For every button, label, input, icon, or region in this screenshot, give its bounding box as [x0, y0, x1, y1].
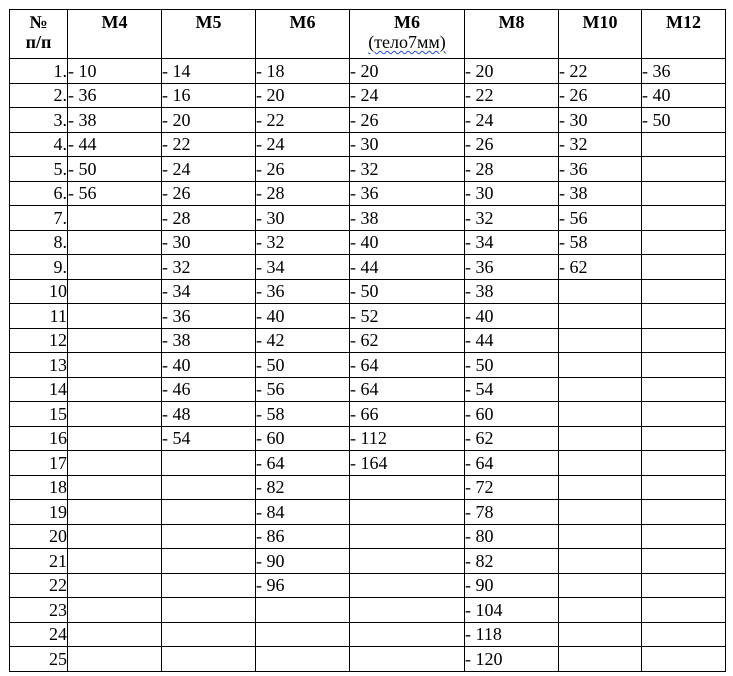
cell-m6: - 42: [256, 328, 350, 353]
row-number-cell: 24: [10, 622, 68, 647]
cell-m12: [642, 328, 726, 353]
cell-m8: - 22: [465, 83, 559, 108]
cell-m6: [256, 647, 350, 672]
cell-m8: - 40: [465, 304, 559, 329]
cell-m8: - 72: [465, 475, 559, 500]
cell-m5: - 30: [162, 230, 256, 255]
cell-m4: [68, 353, 162, 378]
cell-m10: [559, 279, 642, 304]
cell-m5: - 22: [162, 132, 256, 157]
cell-m12: [642, 500, 726, 525]
cell-m10: [559, 475, 642, 500]
cell-m6: - 30: [256, 206, 350, 231]
cell-m10: [559, 622, 642, 647]
cell-m8: - 28: [465, 157, 559, 182]
cell-m10: [559, 402, 642, 427]
cell-m12: [642, 279, 726, 304]
cell-m5: - 28: [162, 206, 256, 231]
row-number-cell: 6.: [10, 181, 68, 206]
table-row: [10, 426, 726, 451]
cell-m6-body7mm: [350, 622, 465, 647]
cell-m12: - 40: [642, 83, 726, 108]
cell-m8: - 78: [465, 500, 559, 525]
cell-m4: - 56: [68, 181, 162, 206]
cell-m4: [68, 451, 162, 476]
cell-m6-body7mm: - 44: [350, 255, 465, 280]
row-number-cell: 4.: [10, 132, 68, 157]
row-number-cell: 20: [10, 524, 68, 549]
cell-m12: [642, 132, 726, 157]
column-header-m5: М5: [162, 10, 256, 59]
cell-m6-body7mm: - 36: [350, 181, 465, 206]
cell-m12: [642, 402, 726, 427]
cell-m6: - 90: [256, 549, 350, 574]
cell-m4: [68, 230, 162, 255]
cell-m8: - 32: [465, 206, 559, 231]
row-number-cell: 5.: [10, 157, 68, 182]
cell-m10: [559, 353, 642, 378]
cell-m6: - 50: [256, 353, 350, 378]
cell-m6: - 36: [256, 279, 350, 304]
cell-m8: - 54: [465, 377, 559, 402]
cell-m8: - 82: [465, 549, 559, 574]
cell-m6-body7mm: - 62: [350, 328, 465, 353]
cell-m10: - 38: [559, 181, 642, 206]
cell-m4: [68, 598, 162, 623]
cell-m8: - 60: [465, 402, 559, 427]
cell-m12: [642, 230, 726, 255]
cell-m4: [68, 402, 162, 427]
row-number-cell: 9.: [10, 255, 68, 280]
row-number-cell: 22: [10, 573, 68, 598]
row-number-cell: 10: [10, 279, 68, 304]
cell-m6-body7mm: - 20: [350, 59, 465, 84]
cell-m8: - 26: [465, 132, 559, 157]
row-number-cell: 7.: [10, 206, 68, 231]
cell-m6: - 24: [256, 132, 350, 157]
cell-m5: - 14: [162, 59, 256, 84]
cell-m10: [559, 304, 642, 329]
cell-m8: - 36: [465, 255, 559, 280]
row-number-cell: 16: [10, 426, 68, 451]
number-sign-label: №: [29, 12, 48, 32]
cell-m10: - 56: [559, 206, 642, 231]
table-body: [10, 59, 726, 672]
cell-m6-body7mm: [350, 573, 465, 598]
table-row: [10, 59, 726, 84]
cell-m6-body7mm: - 38: [350, 206, 465, 231]
cell-m4: [68, 573, 162, 598]
cell-m12: - 36: [642, 59, 726, 84]
cell-m6-body7mm: - 40: [350, 230, 465, 255]
cell-m10: - 26: [559, 83, 642, 108]
column-header-m4: М4: [68, 10, 162, 59]
cell-m6: - 84: [256, 500, 350, 525]
cell-m6: - 56: [256, 377, 350, 402]
cell-m6: - 40: [256, 304, 350, 329]
cell-m6-body7mm: - 66: [350, 402, 465, 427]
table-row: [10, 402, 726, 427]
cell-m6-body7mm: - 50: [350, 279, 465, 304]
table-row: [10, 181, 726, 206]
cell-m12: [642, 647, 726, 672]
cell-m5: - 36: [162, 304, 256, 329]
cell-m4: [68, 647, 162, 672]
cell-m6: - 82: [256, 475, 350, 500]
cell-m8: - 104: [465, 598, 559, 623]
cell-m10: - 62: [559, 255, 642, 280]
cell-m12: [642, 549, 726, 574]
cell-m8: - 20: [465, 59, 559, 84]
cell-m5: - 54: [162, 426, 256, 451]
row-number-cell: 15: [10, 402, 68, 427]
table-row: [10, 549, 726, 574]
cell-m6: - 18: [256, 59, 350, 84]
row-number-cell: 19: [10, 500, 68, 525]
cell-m10: - 58: [559, 230, 642, 255]
cell-m6: - 86: [256, 524, 350, 549]
row-number-cell: 13: [10, 353, 68, 378]
cell-m12: [642, 622, 726, 647]
cell-m5: - 32: [162, 255, 256, 280]
cell-m4: [68, 255, 162, 280]
row-number-cell: 25: [10, 647, 68, 672]
cell-m6: [256, 598, 350, 623]
cell-m12: [642, 157, 726, 182]
cell-m4: [68, 206, 162, 231]
cell-m6: - 32: [256, 230, 350, 255]
cell-m8: - 80: [465, 524, 559, 549]
row-number-cell: 12: [10, 328, 68, 353]
cell-m6-body7mm: - 24: [350, 83, 465, 108]
cell-m8: - 120: [465, 647, 559, 672]
cell-m8: - 44: [465, 328, 559, 353]
row-number-cell: 11: [10, 304, 68, 329]
cell-m4: [68, 304, 162, 329]
cell-m12: [642, 377, 726, 402]
cell-m8: - 90: [465, 573, 559, 598]
cell-m5: - 26: [162, 181, 256, 206]
cell-m6: - 28: [256, 181, 350, 206]
table-row: [10, 206, 726, 231]
cell-m6: - 34: [256, 255, 350, 280]
cell-m12: - 50: [642, 108, 726, 133]
cell-m5: - 38: [162, 328, 256, 353]
cell-m6-body7mm: - 164: [350, 451, 465, 476]
cell-m6: - 20: [256, 83, 350, 108]
table-row: [10, 230, 726, 255]
cell-m6-body7mm: - 112: [350, 426, 465, 451]
cell-m4: - 50: [68, 157, 162, 182]
cell-m4: - 10: [68, 59, 162, 84]
column-header-m12: М12: [642, 10, 726, 59]
cell-m6-body7mm: [350, 524, 465, 549]
cell-m10: [559, 328, 642, 353]
row-number-cell: 2.: [10, 83, 68, 108]
cell-m5: [162, 647, 256, 672]
cell-m10: - 30: [559, 108, 642, 133]
row-number-cell: 8.: [10, 230, 68, 255]
table-row: [10, 451, 726, 476]
item-number-label: п/п: [25, 32, 52, 52]
table-row: [10, 475, 726, 500]
cell-m6-body7mm: - 64: [350, 377, 465, 402]
cell-m5: - 24: [162, 157, 256, 182]
cell-m6-body7mm: - 30: [350, 132, 465, 157]
cell-m6-body7mm: - 64: [350, 353, 465, 378]
row-number-cell: 23: [10, 598, 68, 623]
cell-m12: [642, 573, 726, 598]
cell-m10: [559, 647, 642, 672]
table-row: [10, 500, 726, 525]
cell-m8: - 24: [465, 108, 559, 133]
cell-m4: [68, 622, 162, 647]
cell-m5: - 46: [162, 377, 256, 402]
cell-m4: - 36: [68, 83, 162, 108]
cell-m12: [642, 353, 726, 378]
cell-m10: [559, 524, 642, 549]
cell-m4: - 44: [68, 132, 162, 157]
cell-m10: - 22: [559, 59, 642, 84]
cell-m5: - 34: [162, 279, 256, 304]
table-row: [10, 255, 726, 280]
cell-m5: [162, 500, 256, 525]
table-row: [10, 353, 726, 378]
cell-m12: [642, 451, 726, 476]
cell-m5: [162, 598, 256, 623]
cell-m12: [642, 475, 726, 500]
row-number-cell: 17: [10, 451, 68, 476]
row-number-cell: 21: [10, 549, 68, 574]
cell-m8: - 30: [465, 181, 559, 206]
cell-m10: [559, 573, 642, 598]
cell-m4: - 38: [68, 108, 162, 133]
cell-m6-body7mm: [350, 549, 465, 574]
cell-m10: [559, 426, 642, 451]
cell-m4: [68, 377, 162, 402]
table-row: [10, 328, 726, 353]
cell-m12: [642, 524, 726, 549]
m6-body7mm-title: М6: [394, 12, 420, 32]
cell-m6-body7mm: - 26: [350, 108, 465, 133]
cell-m6: [256, 622, 350, 647]
bolt-length-table: [9, 9, 726, 672]
cell-m12: [642, 255, 726, 280]
table-row: [10, 279, 726, 304]
table-row: [10, 157, 726, 182]
cell-m8: - 50: [465, 353, 559, 378]
column-header-m6: М6: [256, 10, 350, 59]
cell-m6-body7mm: - 52: [350, 304, 465, 329]
cell-m6-body7mm: [350, 475, 465, 500]
cell-m10: - 36: [559, 157, 642, 182]
table-row: [10, 647, 726, 672]
cell-m6: - 64: [256, 451, 350, 476]
cell-m10: [559, 500, 642, 525]
cell-m4: [68, 524, 162, 549]
table-row: [10, 108, 726, 133]
table-row: [10, 132, 726, 157]
table-row: [10, 83, 726, 108]
table-row: [10, 304, 726, 329]
column-header-number: [10, 10, 68, 59]
cell-m5: - 20: [162, 108, 256, 133]
spellcheck-underlined-text: (тело7мм): [368, 32, 446, 52]
cell-m5: [162, 573, 256, 598]
cell-m8: - 118: [465, 622, 559, 647]
cell-m8: - 34: [465, 230, 559, 255]
cell-m8: - 64: [465, 451, 559, 476]
cell-m12: [642, 304, 726, 329]
cell-m5: [162, 524, 256, 549]
cell-m6: - 60: [256, 426, 350, 451]
cell-m5: - 16: [162, 83, 256, 108]
row-number-cell: 14: [10, 377, 68, 402]
cell-m5: [162, 622, 256, 647]
cell-m12: [642, 206, 726, 231]
cell-m6-body7mm: [350, 500, 465, 525]
cell-m5: [162, 475, 256, 500]
cell-m8: - 38: [465, 279, 559, 304]
cell-m4: [68, 549, 162, 574]
cell-m4: [68, 328, 162, 353]
cell-m6: - 58: [256, 402, 350, 427]
cell-m5: [162, 549, 256, 574]
cell-m10: [559, 549, 642, 574]
cell-m10: [559, 451, 642, 476]
column-header-m10: М10: [559, 10, 642, 59]
cell-m4: [68, 475, 162, 500]
cell-m4: [68, 279, 162, 304]
cell-m12: [642, 426, 726, 451]
table-row: [10, 573, 726, 598]
cell-m6: - 26: [256, 157, 350, 182]
cell-m6-body7mm: - 32: [350, 157, 465, 182]
cell-m10: [559, 377, 642, 402]
cell-m6-body7mm: [350, 598, 465, 623]
row-number-cell: 1.: [10, 59, 68, 84]
cell-m5: [162, 451, 256, 476]
table-row: [10, 598, 726, 623]
row-number-cell: 3.: [10, 108, 68, 133]
cell-m12: [642, 598, 726, 623]
cell-m5: - 40: [162, 353, 256, 378]
table-row: [10, 622, 726, 647]
header-row: [10, 10, 726, 59]
cell-m6: - 96: [256, 573, 350, 598]
cell-m8: - 62: [465, 426, 559, 451]
cell-m10: - 32: [559, 132, 642, 157]
cell-m10: [559, 598, 642, 623]
cell-m5: - 48: [162, 402, 256, 427]
column-header-m8: М8: [465, 10, 559, 59]
cell-m12: [642, 181, 726, 206]
cell-m6-body7mm: [350, 647, 465, 672]
cell-m4: [68, 426, 162, 451]
column-header-m6-body7mm: [350, 10, 465, 59]
m6-body7mm-subtitle: [350, 32, 464, 52]
cell-m6: - 22: [256, 108, 350, 133]
cell-m4: [68, 500, 162, 525]
table-row: [10, 377, 726, 402]
row-number-cell: 18: [10, 475, 68, 500]
table-row: [10, 524, 726, 549]
